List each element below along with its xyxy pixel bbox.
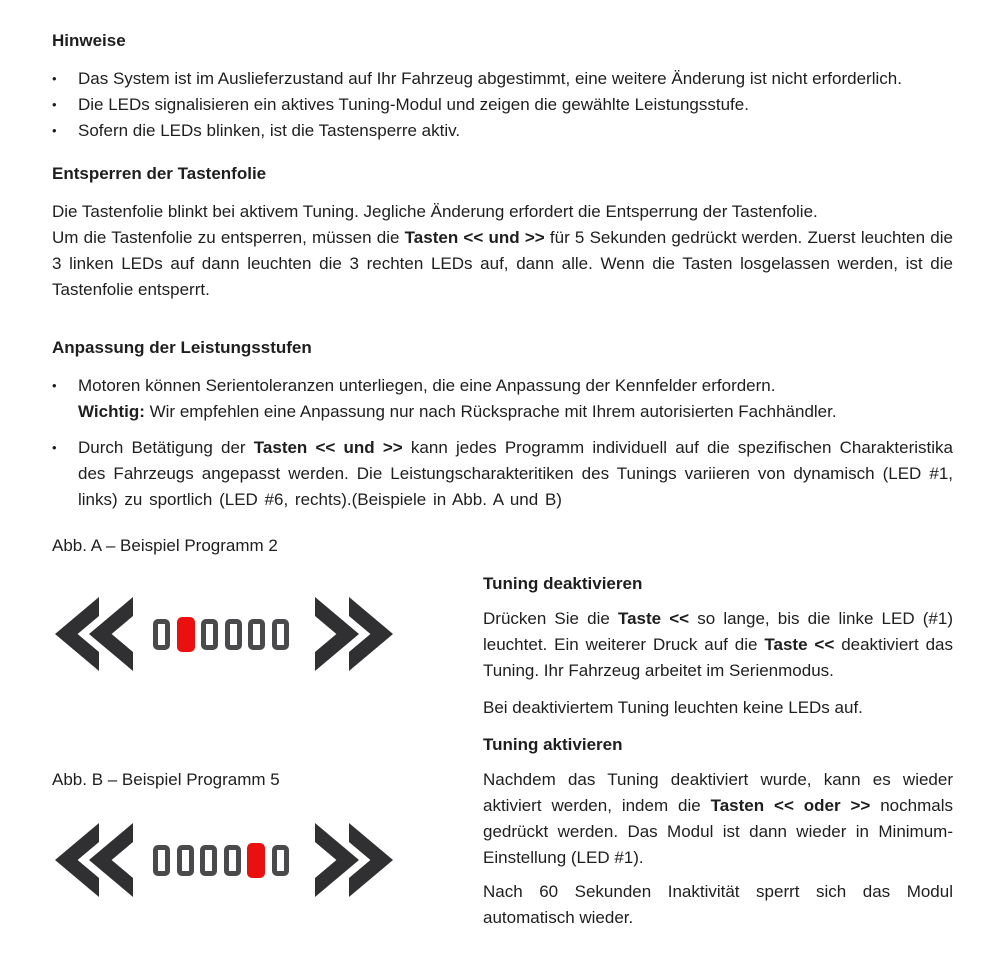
- bullet-text: [78, 66, 953, 92]
- text: Motoren können Serientoleranzen unterliegen, die eine Anpassung der Kennfelder erfordern.: [78, 376, 776, 395]
- figure-a-label: Abb. A – Beispiel Programm 2: [52, 536, 278, 555]
- led-indicator-off: [201, 619, 218, 650]
- bullet-icon: •: [52, 123, 57, 138]
- text: Durch Betätigung der: [78, 438, 254, 457]
- led-indicator-off: [272, 845, 289, 876]
- double-chevron-left-icon: [55, 597, 133, 671]
- bold-text: Tasten << und >>: [253, 438, 403, 457]
- figure-b-label: Abb. B – Beispiel Programm 5: [52, 770, 280, 789]
- figure-a-led-panel: [55, 597, 393, 671]
- text: deaktiviert das Tuning. Ihr Fahrzeug arbeitet im Serienmodus.: [483, 635, 953, 680]
- bullet-item: [52, 92, 953, 118]
- instruction-column: [483, 533, 953, 931]
- bullet-item: [52, 66, 953, 92]
- led-indicator-off: [153, 845, 170, 876]
- text: Die Tastenfolie blinkt bei aktivem Tuning. Jegliche Änderung erfordert die Entsperrung der Tastenfolie.: [52, 202, 818, 221]
- double-chevron-right-icon: [315, 597, 393, 671]
- bullet-text: [78, 118, 953, 144]
- text: Nachdem das Tuning deaktiviert wurde, kann es wieder aktiviert werden, indem die: [483, 770, 953, 815]
- led-indicator-off: [272, 619, 289, 650]
- section-entsperren: [52, 161, 953, 303]
- bold-text: Taste <<: [764, 635, 835, 654]
- text: so lange, bis die linke LED (#1) leuchtet. Ein weiterer Druck auf die: [483, 609, 953, 654]
- bold-text: Wichtig:: [78, 402, 145, 421]
- text: Wir empfehlen eine Anpassung nur nach Rücksprache mit Ihrem autorisierten Fachhändler.: [144, 402, 837, 421]
- entsperren-paragraph-2: [52, 225, 953, 303]
- deactivate-paragraph-2: [483, 695, 953, 721]
- figure-column: [52, 533, 483, 931]
- bullet-item: [52, 373, 953, 425]
- bullet-text: [78, 373, 953, 425]
- bullet-icon: •: [52, 440, 57, 455]
- led-indicator-off: [225, 619, 242, 650]
- text: Das System ist im Auslieferzustand auf Ihr Fahrzeug abgestimmt, eine weitere Änderung ist nicht erforderlich.: [78, 69, 902, 88]
- bold-text: Taste <<: [617, 609, 690, 628]
- led-indicator-off: [224, 845, 241, 876]
- text: für 5 Sekunden gedrückt werden. Zuerst leuchten die 3 linken LEDs auf dann leuchten die 3 rechten LEDs auf, dann alle. Wenn die Tasten losgelassen werden, ist die Tastenfolie entsperrt.: [52, 228, 953, 299]
- text: nochmals gedrückt werden. Das Modul ist dann wieder in Minimum-Einstellung (LED #1).: [483, 796, 953, 867]
- double-chevron-right-icon: [315, 823, 393, 897]
- bold-text: Tasten << oder >>: [710, 796, 871, 815]
- section-title-anpassung: Anpassung der Leistungsstufen: [52, 338, 312, 357]
- led-indicator-off: [248, 619, 265, 650]
- double-chevron-left-icon: [55, 823, 133, 897]
- bullet-icon: •: [52, 378, 57, 393]
- text: Um die Tastenfolie zu entsperren, müssen die: [52, 228, 405, 247]
- bullet-icon: •: [52, 71, 57, 86]
- section-title-tuning-aktivieren: Tuning aktivieren: [483, 735, 623, 754]
- text: Die LEDs signalisieren ein aktives Tuning-Modul und zeigen die gewählte Leistungsstufe.: [78, 95, 749, 114]
- led-indicator-off: [177, 845, 194, 876]
- led-indicator-off: [153, 619, 170, 650]
- figures-and-instructions: [52, 533, 953, 931]
- led-indicator-off: [200, 845, 217, 876]
- hinweise-bullet-list: [52, 66, 953, 144]
- section-title-entsperren: Entsperren der Tastenfolie: [52, 164, 267, 183]
- deactivate-paragraph-1: [483, 606, 953, 684]
- section-anpassung: [52, 335, 953, 513]
- bullet-text: [78, 92, 953, 118]
- led-row: [153, 823, 289, 897]
- section-title-hinweise: Hinweise: [52, 31, 126, 50]
- activate-paragraph-1: [483, 767, 953, 871]
- bullet-item: [52, 118, 953, 144]
- anpassung-bullet-list: [52, 373, 953, 513]
- led-indicator-on: [247, 843, 265, 878]
- text: kann jedes Programm individuell auf die spezifischen Charakteristika des Fahrzeugs angepasst werden. Die Leistungscharakteritiken des Tunings variieren von dynamisch (LED #1, links) zu sportlich (LED #6, rechts).(Beispiele in Abb. A und B): [78, 438, 953, 509]
- text: Drücken Sie die: [483, 609, 618, 628]
- figure-b-led-panel: [55, 823, 393, 897]
- led-indicator-on: [177, 617, 195, 652]
- section-title-tuning-deaktivieren: Tuning deaktivieren: [483, 574, 643, 593]
- text: Sofern die LEDs blinken, ist die Tastensperre aktiv.: [78, 121, 461, 140]
- entsperren-paragraph-1: [52, 199, 953, 225]
- text: Bei deaktiviertem Tuning leuchten keine LEDs auf.: [483, 698, 863, 717]
- section-hinweise: [52, 28, 953, 144]
- text: Nach 60 Sekunden Inaktivität sperrt sich das Modul automatisch wieder.: [483, 882, 953, 927]
- bullet-icon: •: [52, 97, 57, 112]
- bullet-item: [52, 435, 953, 513]
- activate-paragraph-2: [483, 879, 953, 931]
- led-row: [153, 597, 289, 671]
- bold-text: Tasten << und >>: [404, 228, 545, 247]
- bullet-text: [78, 435, 953, 513]
